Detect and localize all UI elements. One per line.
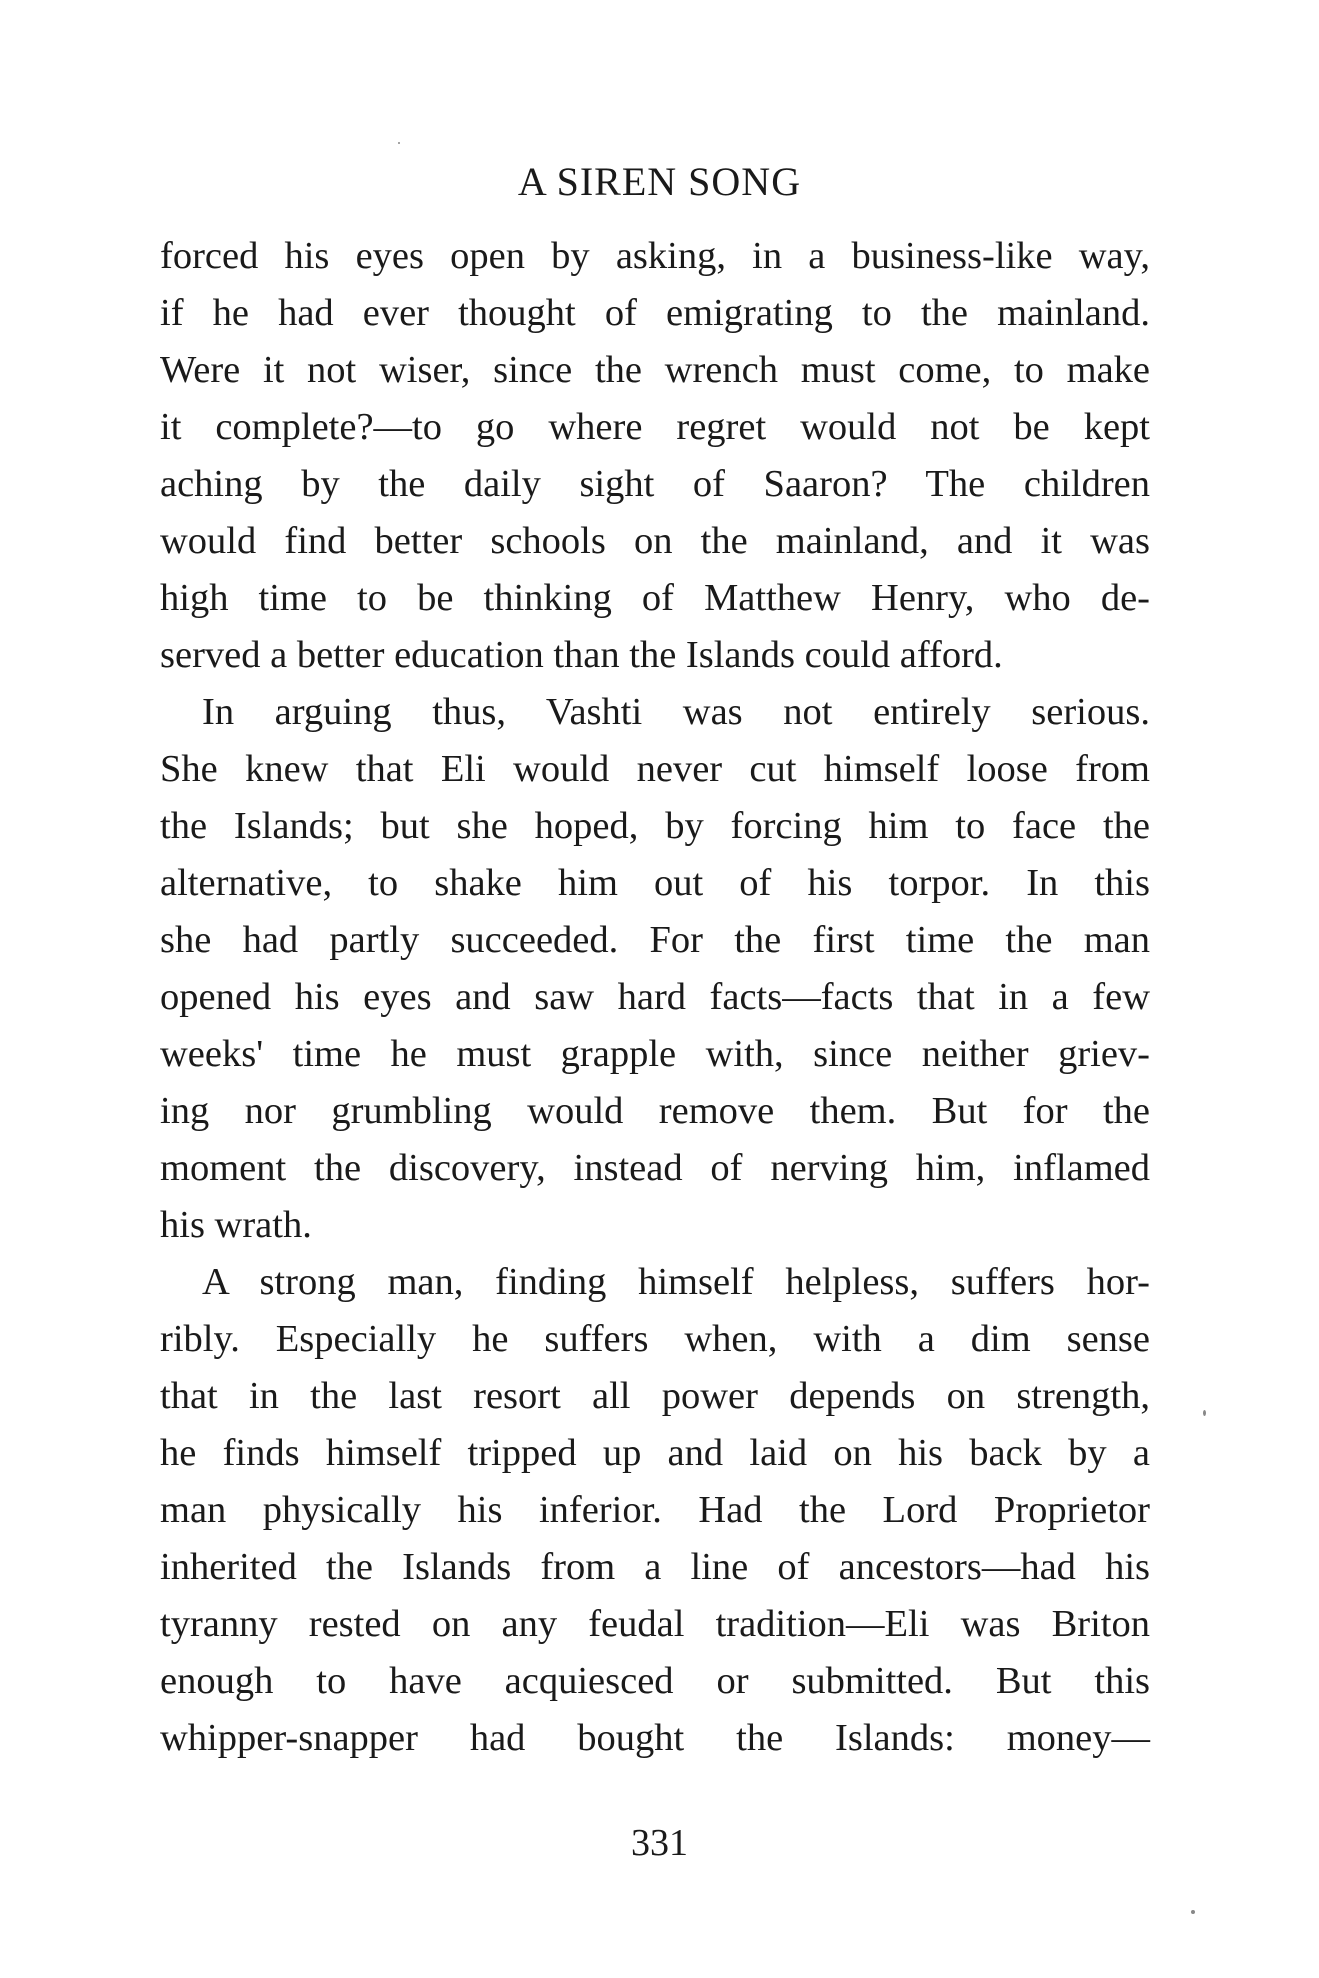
text-line: would find better schools on the mainland, and it was bbox=[160, 520, 1150, 562]
text-line: She knew that Eli would never cut himself loose from bbox=[160, 748, 1150, 790]
text-line: ing nor grumbling would remove them. But for the bbox=[160, 1090, 1150, 1132]
paper-speck bbox=[1191, 1910, 1195, 1914]
text-line: enough to have acquiesced or submitted. But this bbox=[160, 1660, 1150, 1702]
text-line: served a better education than the Islands could afford. bbox=[160, 634, 1003, 676]
text-line: alternative, to shake him out of his torpor. In this bbox=[160, 862, 1150, 904]
paper-speck bbox=[398, 142, 400, 144]
text-line: man physically his inferior. Had the Lord Proprietor bbox=[160, 1489, 1150, 1531]
text-line: if he had ever thought of emigrating to the mainland. bbox=[160, 292, 1150, 334]
text-line: she had partly succeeded. For the first time the man bbox=[160, 919, 1150, 961]
text-line: aching by the daily sight of Saaron? The children bbox=[160, 463, 1150, 505]
text-line: moment the discovery, instead of nerving him, inflamed bbox=[160, 1147, 1150, 1189]
running-title: A SIREN SONG bbox=[517, 159, 802, 204]
text-line: high time to be thinking of Matthew Henry, who de- bbox=[160, 577, 1150, 619]
text-line: ribly. Especially he suffers when, with a dim sense bbox=[160, 1318, 1150, 1360]
text-line: his wrath. bbox=[160, 1204, 312, 1246]
text-line: A strong man, finding himself helpless, suffers hor- bbox=[202, 1261, 1150, 1303]
paper-speck bbox=[1203, 1410, 1206, 1416]
text-line: weeks' time he must grapple with, since neither griev- bbox=[160, 1033, 1150, 1075]
text-line: In arguing thus, Vashti was not entirely serious. bbox=[202, 691, 1150, 733]
text-line: tyranny rested on any feudal tradition—Eli was Briton bbox=[160, 1603, 1150, 1645]
text-line: he finds himself tripped up and laid on his back by a bbox=[160, 1432, 1150, 1474]
text-line: it complete?—to go where regret would not be kept bbox=[160, 406, 1150, 448]
page-number: 331 bbox=[631, 1822, 688, 1864]
text-line: forced his eyes open by asking, in a business-like way, bbox=[160, 235, 1150, 277]
body-text bbox=[160, 228, 1150, 1767]
text-line: whipper-snapper had bought the Islands: money— bbox=[160, 1717, 1150, 1759]
text-line: the Islands; but she hoped, by forcing him to face the bbox=[160, 805, 1150, 847]
text-line: that in the last resort all power depends on strength, bbox=[160, 1375, 1150, 1417]
text-line: opened his eyes and saw hard facts—facts that in a few bbox=[160, 976, 1150, 1018]
text-line: inherited the Islands from a line of ancestors—had his bbox=[160, 1546, 1150, 1588]
text-line: Were it not wiser, since the wrench must come, to make bbox=[160, 349, 1150, 391]
